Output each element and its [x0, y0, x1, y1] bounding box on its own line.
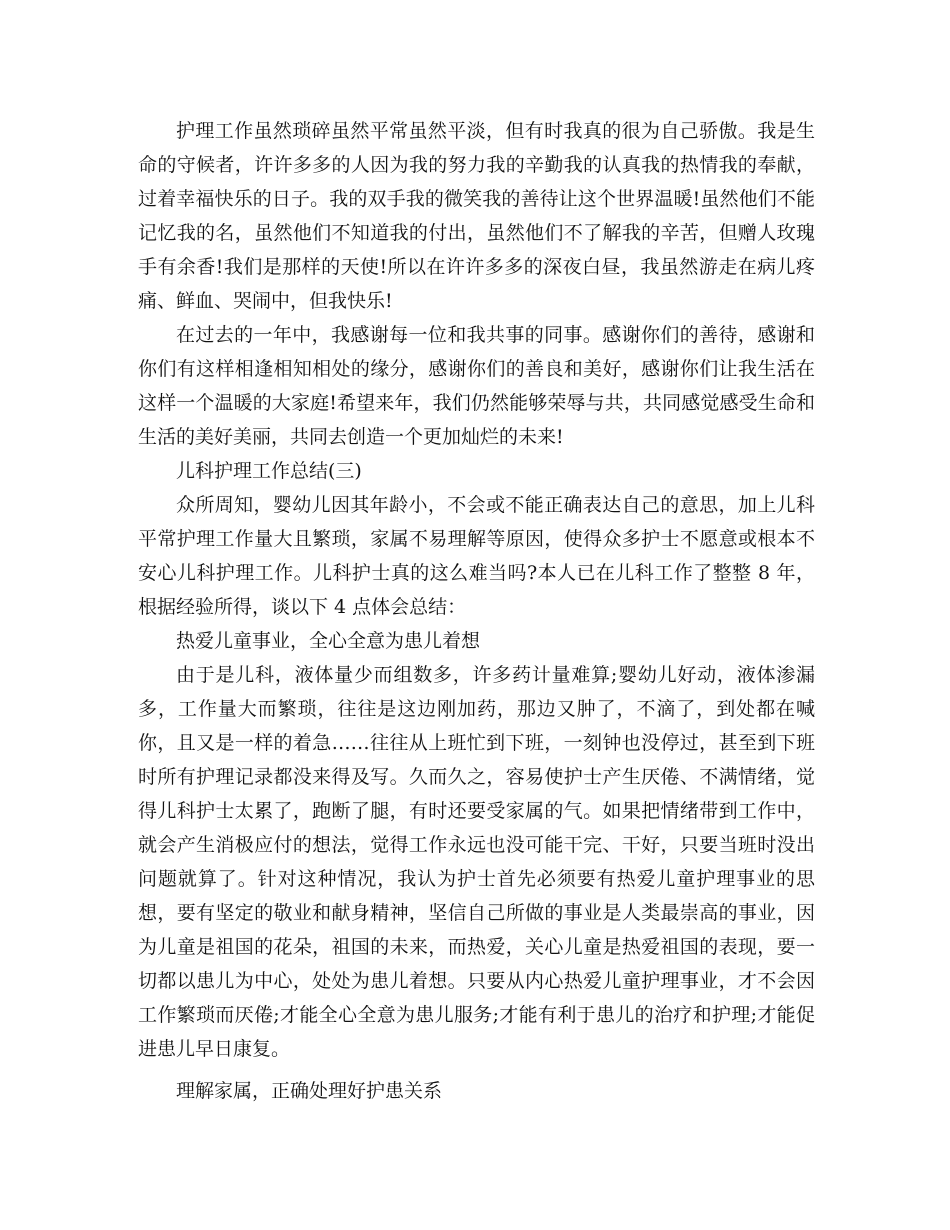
subheading-understand-families: 理解家属，正确处理好护患关系 — [176, 1080, 443, 1102]
section-title-summary-three: 儿科护理工作总结(三) — [176, 460, 362, 482]
paragraph-love-children: 由于是儿科，液体量少而组数多，许多药计量难算;婴幼儿好动，液体渗漏多，工作量大而繁琐，往往是这边刚加药，那边又肿了，不滴了，到处都在喊你，且又是一样的着急……往往从上班忙到下班，一刻钟也没停过，甚至到下班时所有护理记录都没来得及写。久而久之，容易使护士产生厌倦、不满情绪，觉得儿科护士太累了，跑断了腿，有时还要受家属的气。如果把情绪带到工作中，就会产生消极应付的想法，觉得工作永远也没可能干完、干好，只要当班时没出问题就算了。针对这种情况，我认为护士首先必须要有热爱儿童护理事业的思想，要有坚定的敬业和献身精神，坚信自己所做的事业是人类最崇高的事业，因为儿童是祖国的花朵，祖国的未来，而热爱，关心儿童是热爱祖国的表现，要一切都以患儿为中心，处处为患儿着想。只要从内心热爱儿童护理事业，才不会因工作繁琐而厌倦;才能全心全意为患儿服务;才能有利于患儿的治疗和护理;才能促进患儿早日康复。 — [138, 664, 815, 1060]
paragraph-nursing-pride: 护理工作虽然琐碎虽然平常虽然平淡，但有时我真的很为自己骄傲。我是生命的守候者，许许多多的人因为我的努力我的辛勤我的认真我的热情我的奉献，过着幸福快乐的日子。我的双手我的微笑我的善待让这个世界温暖!虽然他们不能记忆我的名，虽然他们不知道我的付出，虽然他们不了解我的辛苦，但赠人玫瑰手有余香!我们是那样的天使!所以在许许多多的深夜白昼，我虽然游走在病儿疼痛、鲜血、哭闹中，但我快乐! — [138, 120, 815, 312]
paragraph-thanks-colleagues: 在过去的一年中，我感谢每一位和我共事的同事。感谢你们的善待，感谢和你们有这样相逢相知相处的缘分，感谢你们的善良和美好，感谢你们让我生活在这样一个温暖的大家庭!希望来年，我们仍然能够荣辱与共，共同感觉感受生命和生活的美好美丽，共同去创造一个更加灿烂的未来! — [138, 324, 815, 448]
paragraph-introduction: 众所周知，婴幼儿因其年龄小，不会或不能正确表达自己的意思，加上儿科平常护理工作量大且繁琐，家属不易理解等原因，使得众多护士不愿意或根本不安心儿科护理工作。儿科护士真的这么难当吗?本人已在儿科工作了整整 8 年，根据经验所得，谈以下 4 点体会总结： — [138, 494, 815, 618]
subheading-love-children: 热爱儿童事业，全心全意为患儿着想 — [176, 630, 481, 652]
